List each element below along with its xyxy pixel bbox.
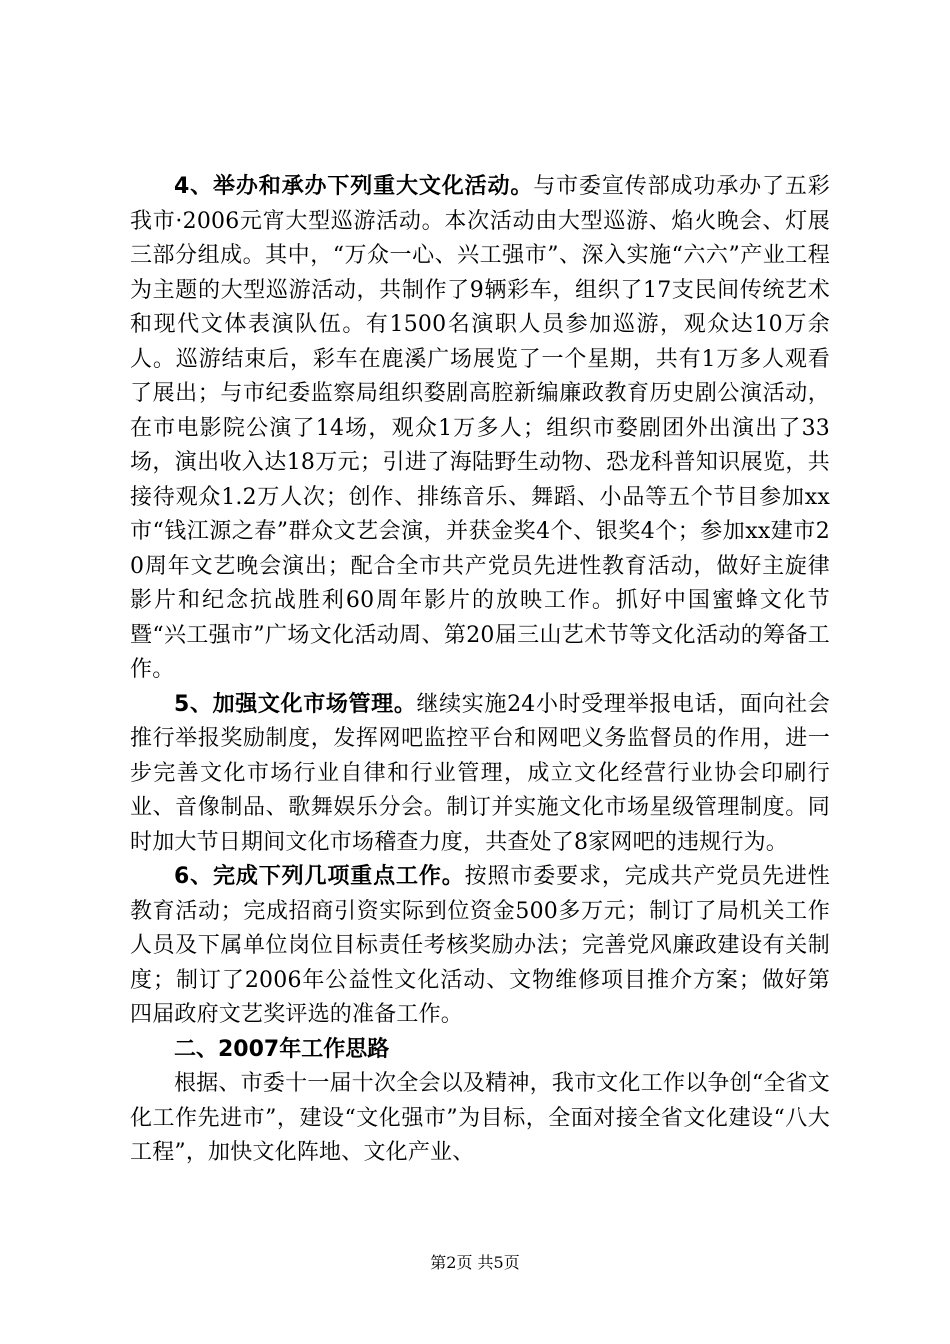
- paragraph-lead-cultural-activities: 4、举办和承办下列重大文化活动。: [174, 174, 534, 199]
- section-heading: 二、2007年工作思路: [174, 1036, 390, 1062]
- page-number-footer: 第2页 共5页: [430, 1253, 520, 1272]
- paragraph-cultural-activities: [130, 170, 830, 688]
- paragraph-body-key-tasks: 按照市委要求，完成共产党员先进性教育活动；完成招商引资实际到位资金500多万元；制订了局机关工作人员及下属单位岗位目标责任考核奖励办法；完善党风廉政建设有关制度；制订了2006年公益性文化活动、文物维修项目推介方案；做好第四届政府文艺奖评选的准备工作。: [130, 864, 830, 1027]
- paragraph-body-market-management: 继续实施24小时受理举报电话，面向社会推行举报奖励制度，发挥网吧监控平台和网吧义务监督员的作用，进一步完善文化市场行业自律和行业管理，成立文化经营行业协会印刷行业、音像制品、歌舞娱乐分会。制订并实施文化市场星级管理制度。同时加大节日期间文化市场稽查力度，共查处了8家网吧的违规行为。: [130, 691, 830, 855]
- paragraph-lead-market-management: 5、加强文化市场管理。: [174, 691, 417, 717]
- document-body: [130, 170, 830, 1171]
- paragraph-lead-key-tasks: 6、完成下列几项重点工作。: [174, 864, 465, 889]
- paragraph-work-plan: 根据、市委十一届十次全会以及精神，我市文化工作以争创“全省文化工作先进市”，建设“文化强市”为目标，全面对接全省文化建设“八大工程”，加快文化阵地、文化产业、: [130, 1071, 830, 1165]
- paragraph-market-management: [130, 688, 830, 861]
- paragraph-key-tasks: [130, 860, 830, 1033]
- paragraph-body-cultural-activities: 与市委宣传部成功承办了五彩我市·2006元宵大型巡游活动。本次活动由大型巡游、焰火晚会、灯展三部分组成。其中，“万众一心、兴工强市”、深入实施“六六”产业工程为主题的大型巡游活动，共制作了9辆彩车，组织了17支民间传统艺术和现代文体表演队伍。有1500名演职人员参加巡游，观众达10万余人。巡游结束后，彩车在鹿溪广场展览了一个星期，共有1万多人观看了展出；与市纪委监察局组织婺剧高腔新编廉政教育历史剧公演活动，在市电影院公演了14场，观众1万多人；组织市婺剧团外出演出了33场，演出收入达18万元；引进了海陆野生动物、恐龙科普知识展览，共接待观众1.2万人次；创作、排练音乐、舞蹈、小品等五个节目参加xx市“钱江源之春”群众文艺会演，并获金奖4个、银奖4个；参加xx建市20周年文艺晚会演出；配合全市共产党员先进性教育活动，做好主旋律影片和纪念抗战胜利60周年影片的放映工作。抓好中国蜜蜂文化节暨“兴工强市”广场文化活动周、第20届三山艺术节等文化活动的筹备工作。: [130, 174, 830, 682]
